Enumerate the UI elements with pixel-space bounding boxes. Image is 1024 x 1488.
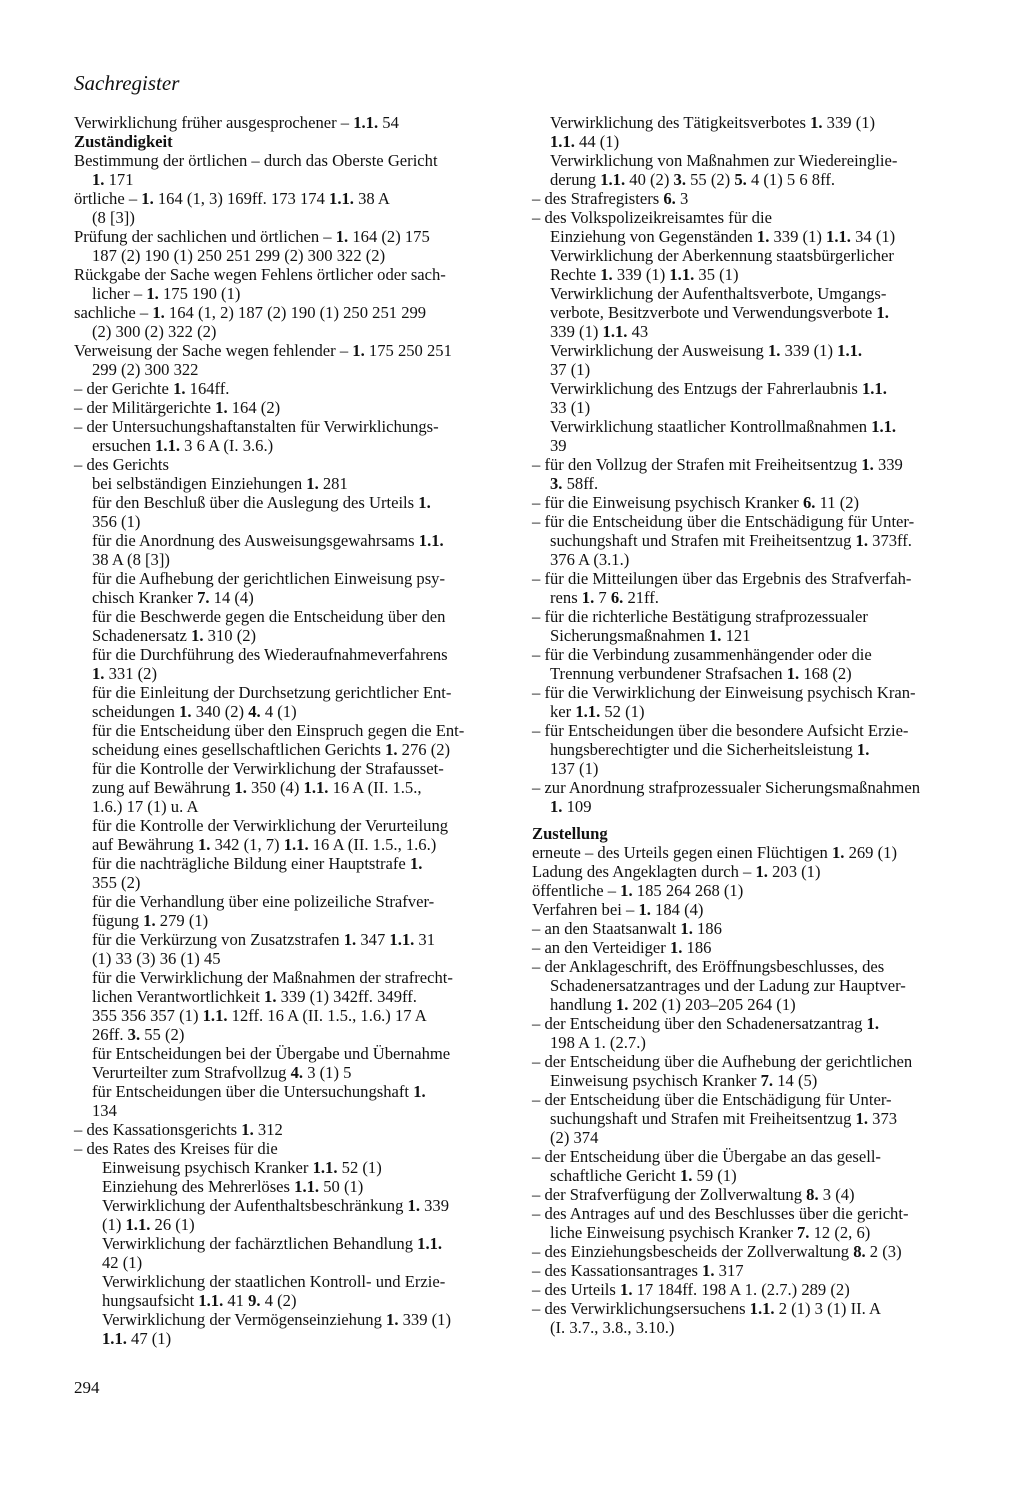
index-line: für die Kontrolle der Verwirklichung der Verurteilung (92, 816, 449, 835)
index-line: – zur Anordnung strafprozessualer Sicherungsmaßnahmen (532, 778, 921, 797)
index-line: fügung 1. 279 (1) (92, 911, 209, 930)
index-line: – für den Vollzug der Strafen mit Freiheitsentzug 1. 339 (532, 455, 903, 474)
index-line: 26ff. 3. 55 (2) (92, 1025, 185, 1044)
index-line: Rechte 1. 339 (1) 1.1. 35 (1) (550, 265, 739, 284)
page-number: 294 (74, 1378, 100, 1397)
index-line: Ladung des Angeklagten durch – 1. 203 (1) (532, 862, 821, 881)
index-line: 187 (2) 190 (1) 250 251 299 (2) 300 322 (2) (92, 246, 386, 265)
index-line: lichen Verantwortlichkeit 1. 339 (1) 342ff. 349ff. (92, 987, 417, 1006)
index-line: liche Einweisung psychisch Kranker 7. 12 (2, 6) (550, 1223, 871, 1242)
index-line: schaftliche Gericht 1. 59 (1) (550, 1166, 737, 1185)
index-line: handlung 1. 202 (1) 203–205 264 (1) (550, 995, 796, 1014)
index-line: – an den Verteidiger 1. 186 (532, 938, 712, 957)
index-line: Bestimmung der örtlichen – durch das Oberste Gericht (74, 151, 438, 170)
index-line: – der Gerichte 1. 164ff. (74, 379, 230, 398)
index-line: – der Entscheidung über die Entschädigung für Unter- (532, 1090, 892, 1109)
index-line: 339 (1) 1.1. 43 (550, 322, 649, 341)
index-line: Einziehung des Mehrerlöses 1.1. 50 (1) (102, 1177, 364, 1196)
index-line: Verfahren bei – 1. 184 (4) (532, 900, 704, 919)
index-line: für die Anordnung des Ausweisungsgewahrsams 1.1. (92, 531, 444, 550)
index-line: für die Beschwerde gegen die Entscheidung über den (92, 607, 446, 626)
index-line: – der Entscheidung über die Übergabe an das gesell- (532, 1147, 881, 1166)
index-line: bei selbständigen Einziehungen 1. 281 (92, 474, 348, 493)
index-line: Verwirklichung der Aufenthaltsverbote, Umgangs- (550, 284, 887, 303)
index-line: (2) 300 (2) 322 (2) (92, 322, 217, 341)
index-line: – an den Staatsanwalt 1. 186 (532, 919, 722, 938)
index-line: 38 A (8 [3]) (92, 550, 170, 569)
index-line: Schadenersatz 1. 310 (2) (92, 626, 257, 645)
index-line: Verwirklichung der Aberkennung staatsbürgerlicher (550, 246, 894, 265)
index-line: – für die Einweisung psychisch Kranker 6. 11 (2) (532, 493, 860, 512)
index-line: Trennung verbundener Strafsachen 1. 168 (2) (550, 664, 852, 683)
index-line: 355 356 357 (1) 1.1. 12ff. 16 A (II. 1.5., 1.6.) 17 A (92, 1006, 427, 1025)
index-line: scheidungen 1. 340 (2) 4. 4 (1) (92, 702, 297, 721)
index-line: – für die Verbindung zusammenhängender oder die (532, 645, 872, 664)
index-line: für die Verhandlung über eine polizeiliche Strafver- (92, 892, 435, 911)
index-line: Verwirklichung der Ausweisung 1. 339 (1) 1.1. (550, 341, 863, 360)
index-line: 42 (1) (102, 1253, 143, 1272)
index-line: Verurteilter zum Strafvollzug 4. 3 (1) 5 (92, 1063, 352, 1082)
index-line: für die Einleitung der Durchsetzung gerichtlicher Ent- (92, 683, 452, 702)
index-line: 1.6.) 17 (1) u. A (92, 797, 199, 816)
index-line: – des Kassationsgerichts 1. 312 (74, 1120, 283, 1139)
index-line: öffentliche – 1. 185 264 268 (1) (532, 881, 744, 900)
index-line: für den Beschluß über die Auslegung des Urteils 1. (92, 493, 431, 512)
index-line: – des Verwirklichungsersuchens 1.1. 2 (1) 3 (1) II. A (532, 1299, 882, 1318)
index-line: erneute – des Urteils gegen einen Flüchtigen 1. 269 (1) (532, 843, 897, 862)
index-line: für die Verkürzung von Zusatzstrafen 1. 347 1.1. 31 (92, 930, 436, 949)
index-line: Einziehung von Gegenständen 1. 339 (1) 1.1. 34 (1) (550, 227, 896, 246)
index-line: – für die Verwirklichung der Einweisung psychisch Kran- (532, 683, 916, 702)
index-line: 33 (1) (550, 398, 591, 417)
index-line: – der Strafverfügung der Zollverwaltung 8. 3 (4) (532, 1185, 855, 1204)
index-line: rens 1. 7 6. 21ff. (550, 588, 659, 607)
index-line: chisch Kranker 7. 14 (4) (92, 588, 254, 607)
index-line: Verwirklichung der staatlichen Kontroll- und Erzie- (102, 1272, 446, 1291)
index-line: (2) 374 (550, 1128, 599, 1147)
index-line: – des Rates des Kreises für die (74, 1139, 278, 1158)
index-line: – für Entscheidungen über die besondere Aufsicht Erzie- (532, 721, 909, 740)
index-line: (I. 3.7., 3.8., 3.10.) (550, 1318, 675, 1337)
index-line: sachliche – 1. 164 (1, 2) 187 (2) 190 (1) 250 251 299 (74, 303, 427, 322)
index-line: 356 (1) (92, 512, 141, 531)
index-line: – für die Entscheidung über die Entschädigung für Unter- (532, 512, 915, 531)
index-line: zung auf Bewährung 1. 350 (4) 1.1. 16 A (II. 1.5., (92, 778, 422, 797)
index-line: – der Entscheidung über die Aufhebung der gerichtlichen (532, 1052, 913, 1071)
index-line: Prüfung der sachlichen und örtlichen – 1. 164 (2) 175 (74, 227, 430, 246)
index-line: Verwirklichung des Entzugs der Fahrerlaubnis 1.1. (550, 379, 887, 398)
index-line: Einweisung psychisch Kranker 1.1. 52 (1) (102, 1158, 382, 1177)
index-line: suchungshaft und Strafen mit Freiheitsentzug 1. 373ff. (550, 531, 912, 550)
index-line: für die nachträgliche Bildung einer Hauptstrafe 1. (92, 854, 423, 873)
index-line: Verwirklichung der fachärztlichen Behandlung 1.1. (102, 1234, 443, 1253)
index-line: scheidung eines gesellschaftlichen Gerichts 1. 276 (2) (92, 740, 451, 759)
index-line: Schadenersatzantrages und der Ladung zur Hauptver- (550, 976, 906, 995)
index-line: Verwirklichung der Aufenthaltsbeschränkung 1. 339 (102, 1196, 450, 1215)
index-line: Verwirklichung früher ausgesprochener – 1.1. 54 (74, 113, 399, 132)
index-line: auf Bewährung 1. 342 (1, 7) 1.1. 16 A (II. 1.5., 1.6.) (92, 835, 437, 854)
index-line: 299 (2) 300 322 (92, 360, 199, 379)
index-line: 1.1. 47 (1) (102, 1329, 172, 1348)
index-line: – der Untersuchungshaftanstalten für Verwirklichungs- (74, 417, 439, 436)
index-line: 37 (1) (550, 360, 591, 379)
index-line: Rückgabe der Sache wegen Fehlens örtlicher oder sach- (74, 265, 446, 284)
index-line: Verwirklichung von Maßnahmen zur Wiedereinglie- (550, 151, 898, 170)
index-column-right (532, 113, 972, 1337)
index-line: – für die Mitteilungen über das Ergebnis des Strafverfah- (532, 569, 912, 588)
running-header: Sachregister (74, 71, 180, 95)
index-line: Verweisung der Sache wegen fehlender – 1. 175 250 251 (74, 341, 452, 360)
index-line: – für die richterliche Bestätigung strafprozessualer (532, 607, 868, 626)
index-line: für die Aufhebung der gerichtlichen Einweisung psy- (92, 569, 445, 588)
index-line: für die Durchführung des Wiederaufnahmeverfahrens (92, 645, 448, 664)
index-line: 134 (92, 1101, 117, 1120)
index-line: hungsberechtigter und die Sicherheitsleistung 1. (550, 740, 870, 759)
index-line: Sicherungsmaßnahmen 1. 121 (550, 626, 751, 645)
index-line: für Entscheidungen bei der Übergabe und Übernahme (92, 1044, 451, 1063)
index-line: (8 [3]) (92, 208, 135, 227)
index-line: derung 1.1. 40 (2) 3. 55 (2) 5. 4 (1) 5 6 8ff. (550, 170, 835, 189)
index-line: 1. 331 (2) (92, 664, 157, 683)
index-line: 3. 58ff. (550, 474, 599, 493)
index-line: örtliche – 1. 164 (1, 3) 169ff. 173 174 1.1. 38 A (74, 189, 390, 208)
index-line: für die Verwirklichung der Maßnahmen der strafrecht- (92, 968, 453, 987)
index-line: – des Volkspolizeikreisamtes für die (532, 208, 772, 227)
index-line: Verwirklichung der Vermögenseinziehung 1. 339 (1) (102, 1310, 452, 1329)
index-line: – des Antrages auf und des Beschlusses über die gericht- (532, 1204, 909, 1223)
index-line: 39 (550, 436, 567, 455)
index-line: 1. 171 (92, 170, 134, 189)
index-line: für die Kontrolle der Verwirklichung der Strafausset- (92, 759, 444, 778)
index-line: – des Strafregisters 6. 3 (532, 189, 689, 208)
index-line: – der Militärgerichte 1. 164 (2) (74, 398, 281, 417)
index-line: – des Gerichts (74, 455, 169, 474)
index-line: 198 A 1. (2.7.) (550, 1033, 646, 1052)
index-line: suchungshaft und Strafen mit Freiheitsentzug 1. 373 (550, 1109, 898, 1128)
section-gap (532, 816, 972, 824)
index-line: – des Einziehungsbescheids der Zollverwaltung 8. 2 (3) (532, 1242, 902, 1261)
index-line: 376 A (3.1.) (550, 550, 630, 569)
index-line: 355 (2) (92, 873, 141, 892)
index-line: licher – 1. 175 190 (1) (92, 284, 241, 303)
index-heading: Zuständigkeit (74, 132, 173, 151)
index-line: ker 1.1. 52 (1) (550, 702, 645, 721)
index-line: verbote, Besitzverbote und Verwendungsverbote 1. (550, 303, 889, 322)
index-line: – der Anklageschrift, des Eröffnungsbeschlusses, des (532, 957, 885, 976)
index-line: 1. 109 (550, 797, 592, 816)
index-line: – des Urteils 1. 17 184ff. 198 A 1. (2.7.) 289 (2) (532, 1280, 850, 1299)
index-line: für die Entscheidung über den Einspruch gegen die Ent- (92, 721, 465, 740)
index-column-left (74, 113, 506, 1348)
index-heading: Zustellung (532, 824, 608, 843)
index-line: Einweisung psychisch Kranker 7. 14 (5) (550, 1071, 818, 1090)
index-line: Verwirklichung des Tätigkeitsverbotes 1. 339 (1) (550, 113, 876, 132)
index-line: (1) 1.1. 26 (1) (102, 1215, 195, 1234)
index-line: Verwirklichung staatlicher Kontrollmaßnahmen 1.1. (550, 417, 897, 436)
index-line: ersuchen 1.1. 3 6 A (I. 3.6.) (92, 436, 274, 455)
index-line: für Entscheidungen über die Untersuchungshaft 1. (92, 1082, 426, 1101)
index-line: – des Kassationsantrages 1. 317 (532, 1261, 744, 1280)
index-line: 137 (1) (550, 759, 599, 778)
index-line: (1) 33 (3) 36 (1) 45 (92, 949, 221, 968)
index-line: hungsaufsicht 1.1. 41 9. 4 (2) (102, 1291, 297, 1310)
index-line: – der Entscheidung über den Schadenersatzantrag 1. (532, 1014, 879, 1033)
index-line: 1.1. 44 (1) (550, 132, 620, 151)
